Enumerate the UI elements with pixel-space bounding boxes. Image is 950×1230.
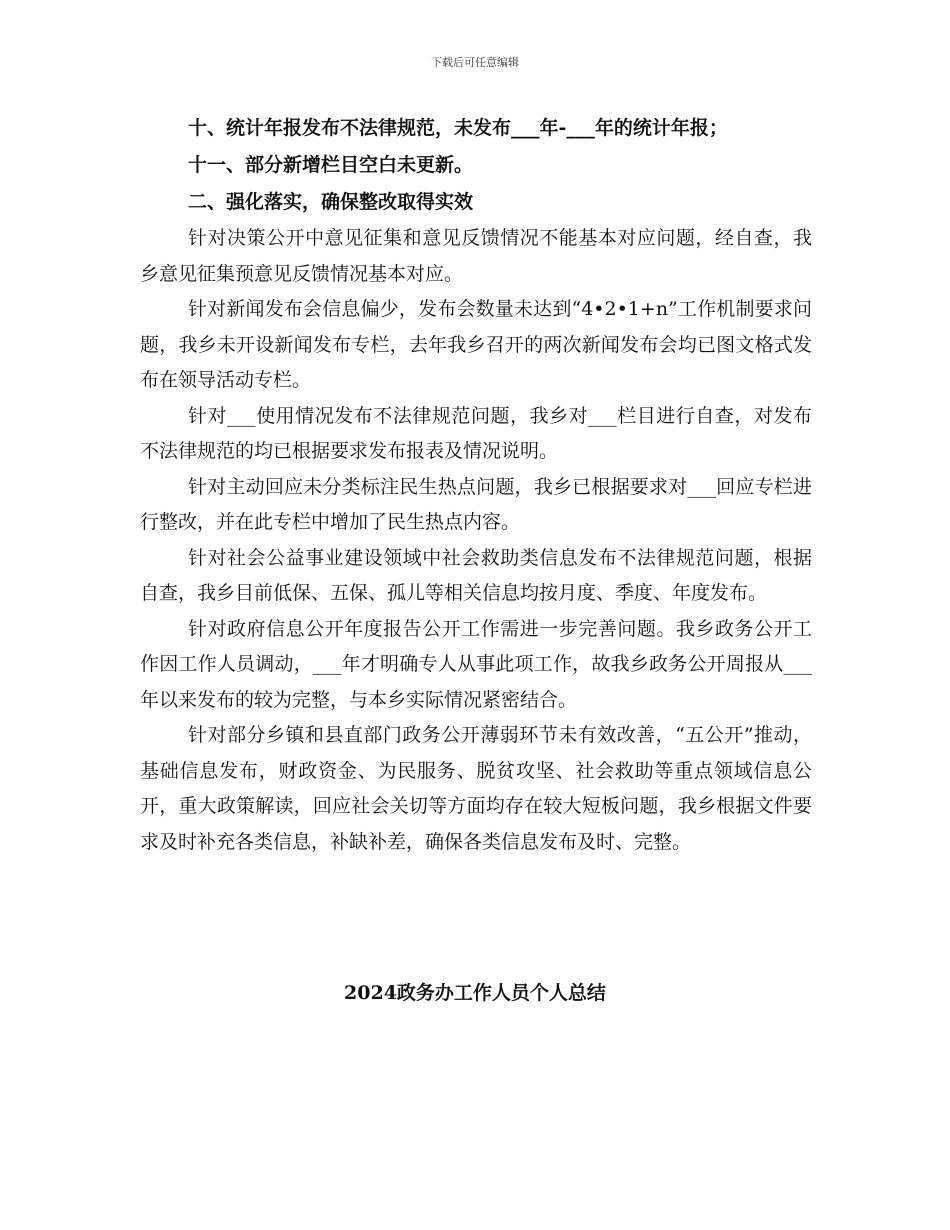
paragraph-decision-disclosure: 针对决策公开中意见征集和意见反馈情况不能基本对应问题，经自查，我乡意见征集预意见反馈情况基本对应。 [140, 227, 812, 285]
document-body [140, 110, 812, 860]
next-document-title: 2024政务办工作人员个人总结 [344, 982, 606, 1004]
page-header-note: 下载后可任意编辑 [431, 56, 519, 69]
paragraph-weak-links: 针对部分乡镇和县直部门政务公开薄弱环节未有效改善，“五公开”推动，基础信息发布，财政资金、为民服务、脱贫攻坚、社会救助等重点领域信息公开，重大政策解读，回应社会关切等方面均存在较大短板问题，我乡根据文件要求及时补充各类信息，补缺补差，确保各类信息发布及时、完整。 [140, 724, 812, 853]
heading-item-11: 十一、部分新增栏目空白未更新。 [188, 154, 474, 176]
paragraph-active-response: 针对主动回应未分类标注民生热点问题，我乡已根据要求对___回应专栏进行整改，并在此专栏中增加了民生热点内容。 [140, 475, 812, 533]
paragraph-annual-report: 针对政府信息公开年度报告公开工作需进一步完善问题。我乡政务公开工作因工作人员调动，___年才明确专人从事此项工作，故我乡政务公开周报从___年以来发布的较为完整，与本乡实际情况紧密结合。 [140, 617, 812, 711]
paragraph-usage-disclosure: 针对___使用情况发布不法律规范问题，我乡对___栏目进行自查，对发布不法律规范的均已根据要求发布报表及情况说明。 [140, 404, 812, 462]
paragraph-social-assistance: 针对社会公益事业建设领域中社会救助类信息发布不法律规范问题，根据自查，我乡目前低保、五保、孤儿等相关信息均按月度、季度、年度发布。 [140, 546, 812, 604]
paragraph-press-conference: 针对新闻发布会信息偏少，发布会数量未达到“4•2•1+n”工作机制要求问题，我乡未开设新闻发布专栏，去年我乡召开的两次新闻发布会均已图文格式发布在领导活动专栏。 [140, 298, 812, 391]
section-heading-2: 二、强化落实，确保整改取得实效 [188, 191, 474, 213]
heading-item-10: 十、统计年报发布不法律规范，未发布___年-___年的统计年报； [188, 117, 728, 139]
